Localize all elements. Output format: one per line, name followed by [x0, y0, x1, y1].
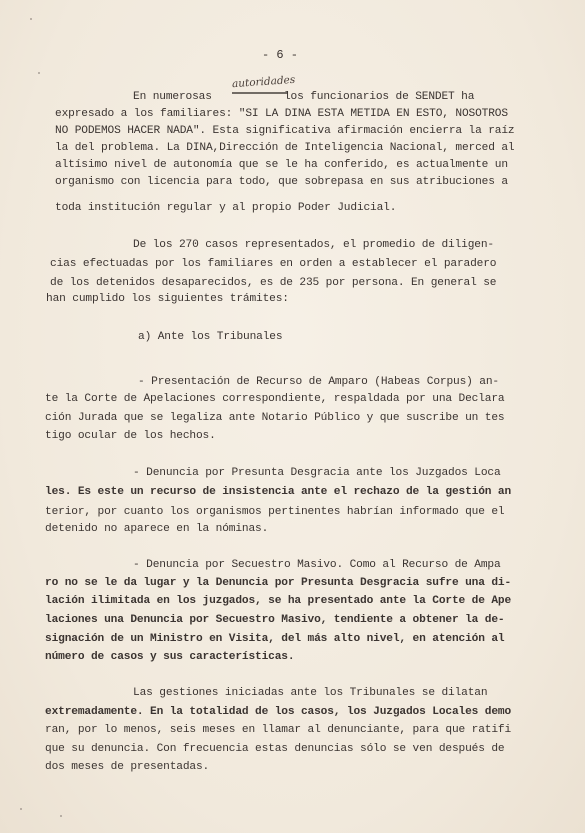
paper-speck [30, 18, 32, 20]
text-line: cias efectuadas por los familiares en orden a establecer el paradero [50, 258, 497, 270]
text-line: - Denuncia por Secuestro Masivo. Como al Recurso de Ampa [133, 559, 501, 571]
text-line: la del problema. La DINA,Dirección de Inteligencia Nacional, merced al [55, 142, 515, 154]
text-line: ro no se le da lugar y la Denuncia por Presunta Desgracia sufre una di- [45, 577, 512, 589]
text-line: ran, por lo menos, seis meses en llamar al denunciante, para que ratifi [45, 724, 512, 736]
text-line: laciones una Denuncia por Secuestro Masivo, tendiente a obtener la de- [45, 614, 505, 626]
text-line: lación ilimitada en los juzgados, se ha presentado ante la Corte de Ape [45, 595, 512, 607]
section-heading: a) Ante los Tribunales [138, 331, 283, 343]
text-line: les. Es este un recurso de insistencia ante el rechazo de la gestión an [45, 486, 512, 498]
text-line: detenido no aparece en la nóminas. [45, 523, 269, 535]
text-line: ción Jurada que se legaliza ante Notario Público y que suscribe un tes [45, 412, 505, 424]
text-line: NO PODEMOS HACER NADA". Esta significativa afirmación encierra la raíz [55, 125, 515, 137]
text-line: terior, por cuanto los organismos pertinentes habrían informado que el [45, 506, 505, 518]
paper-speck [60, 815, 62, 817]
text-line: altísimo nivel de autonomía que se le ha conferido, es actualmente un [55, 159, 508, 171]
text-line: número de casos y sus características. [45, 651, 295, 663]
text-line: dos meses de presentadas. [45, 761, 210, 773]
text-line: de los detenidos desaparecidos, es de 235 por persona. En general se [50, 277, 497, 289]
text-line: - Denuncia por Presunta Desgracia ante los Juzgados Loca [133, 467, 501, 479]
text-line: En numerosas los funcionarios de SENDET ha [133, 91, 475, 103]
text-line: - Presentación de Recurso de Amparo (Habeas Corpus) an- [138, 376, 499, 388]
handwritten-annotation: autoridades [231, 73, 296, 91]
text-line: extremadamente. En la totalidad de los casos, los Juzgados Locales demo [45, 706, 512, 718]
text-line: expresado a los familiares: "SI LA DINA ESTA METIDA EN ESTO, NOSOTROS [55, 108, 508, 120]
text-line: han cumplido los siguientes trámites: [46, 293, 289, 305]
text-line: te la Corte de Apelaciones correspondiente, respaldada por una Declara [45, 393, 505, 405]
paper-speck [38, 72, 40, 74]
text-line: que su denuncia. Con frecuencia estas denuncias sólo se ven después de [45, 743, 505, 755]
text-line: signación de un Ministro en Visita, del más alto nivel, en atención al [45, 633, 505, 645]
page-number: - 6 - [262, 48, 299, 62]
paper-speck [20, 808, 22, 810]
text-line: organismo con licencia para todo, que sobrepasa en sus atribuciones a [55, 176, 508, 188]
text-line: Las gestiones iniciadas ante los Tribunales se dilatan [133, 687, 488, 699]
text-line: toda institución regular y al propio Poder Judicial. [55, 202, 397, 214]
text-line: tigo ocular de los hechos. [45, 430, 216, 442]
text-line: De los 270 casos representados, el promedio de diligen- [133, 239, 494, 251]
